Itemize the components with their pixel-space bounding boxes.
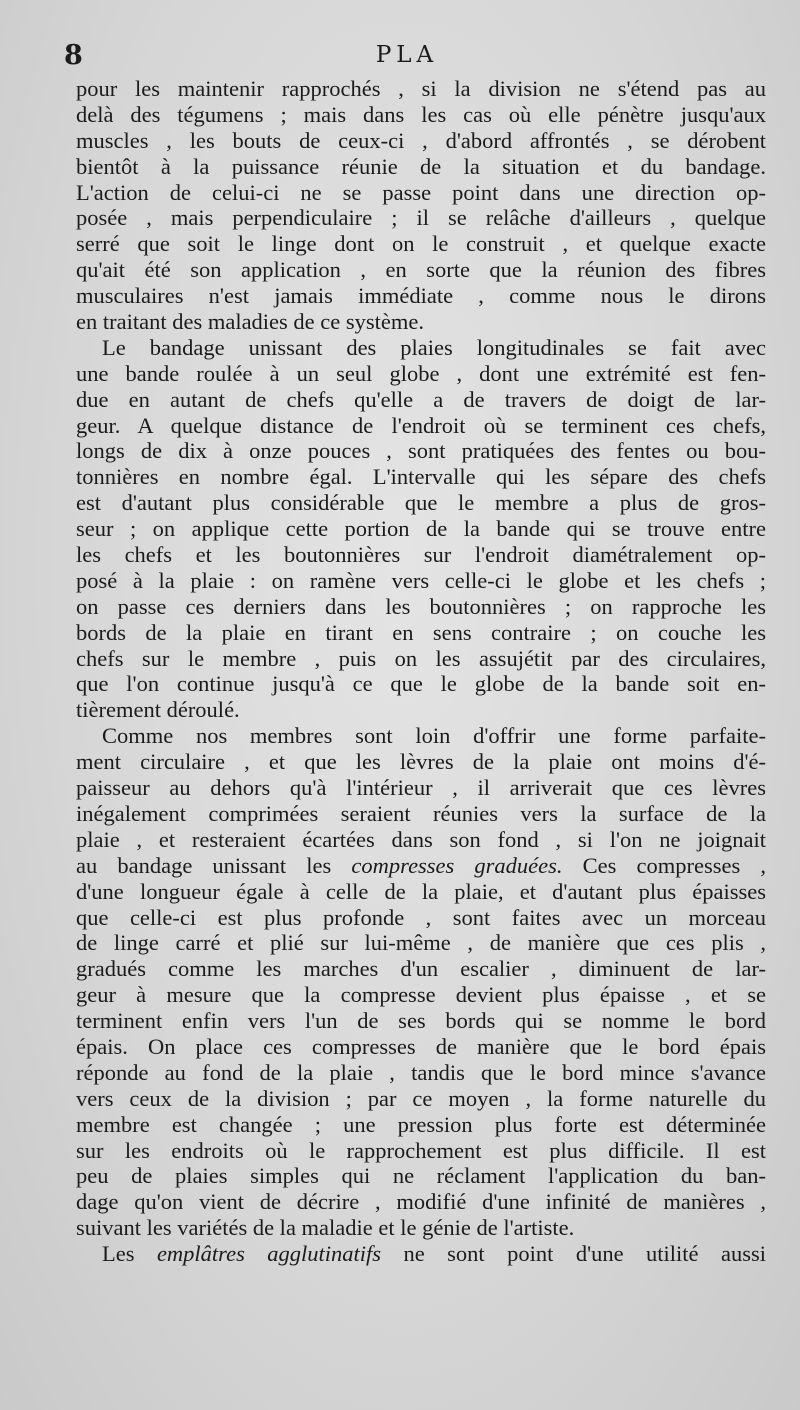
text-run: au bandage unissant les — [76, 852, 352, 878]
paragraph — [76, 723, 766, 1241]
text-line — [76, 1086, 766, 1112]
text-run: posée , mais perpendiculaire ; il se relâche d'ailleurs , quelque — [76, 205, 766, 231]
paragraph — [76, 76, 766, 335]
paragraph — [76, 1241, 766, 1267]
text-run: qu'ait été son application , en sorte que la réunion des fibres — [76, 257, 766, 283]
text-run: bientôt à la puissance réunie de la situation et du bandage. — [76, 153, 766, 179]
text-run: suivant les variétés de la maladie et le génie de l'artiste. — [76, 1215, 575, 1241]
text-run: Ces compresses , — [562, 852, 766, 878]
text-run: de linge carré et plié sur lui-même , de manière que ces plis , — [76, 930, 766, 956]
text-run: chefs sur le membre , puis on les assujétit par des circulaires, — [76, 645, 766, 671]
text-line — [76, 1008, 766, 1034]
text-line — [76, 827, 766, 853]
text-line — [76, 154, 766, 180]
text-line — [76, 413, 766, 439]
text-line — [76, 76, 766, 102]
text-run: d'une longueur égale à celle de la plaie, et d'autant plus épaisses — [76, 878, 766, 904]
text-run: serré que soit le linge dont on le construit , et quelque exacte — [76, 231, 766, 257]
text-line — [76, 1189, 766, 1215]
text-run: épais. On place ces compresses de manière que le bord épais — [76, 1033, 766, 1059]
text-run: en traitant des maladies de ce système. — [76, 309, 424, 335]
text-run: une bande roulée à un seul globe , dont une extrémité est fen- — [76, 360, 766, 386]
text-run: geur. A quelque distance de l'endroit où se terminent ces chefs, — [76, 412, 766, 438]
text-run: gradués comme les marches d'un escalier , diminuent de lar- — [76, 956, 766, 982]
text-line — [76, 387, 766, 413]
text-line — [76, 568, 766, 594]
text-run: réponde au fond de la plaie , tandis que le bord mince s'avance — [76, 1059, 766, 1085]
text-line — [76, 1060, 766, 1086]
text-line — [76, 1138, 766, 1164]
text-line — [76, 594, 766, 620]
text-run: membre est changée ; une pression plus forte est déterminée — [76, 1111, 766, 1137]
text-run: longs de dix à onze pouces , sont pratiquées des fentes ou bou- — [76, 438, 766, 464]
text-run: Le bandage unissant des plaies longitudinales se fait avec — [102, 334, 766, 360]
text-line — [76, 879, 766, 905]
text-line — [76, 853, 766, 879]
text-run: dage qu'on vient de décrire , modifié d'une infinité de manières , — [76, 1189, 766, 1215]
text-run: vers ceux de la division ; par ce moyen , la forme naturelle du — [76, 1085, 766, 1111]
text-line — [76, 671, 766, 697]
text-run: tonnières en nombre égal. L'intervalle qui les sépare des chefs — [76, 464, 766, 490]
text-run: pour les maintenir rapprochés , si la division ne s'étend pas au — [76, 76, 766, 101]
text-run: paisseur au dehors qu'à l'intérieur , il arriverait que ces lèvres — [76, 775, 766, 801]
text-run: Comme nos membres sont loin d'offrir une forme parfaite- — [102, 723, 766, 749]
text-run: ment circulaire , et que les lèvres de la plaie ont moins d'é- — [76, 749, 766, 775]
text-run: delà des tégumens ; mais dans les cas où elle pénètre jusqu'aux — [76, 101, 766, 127]
text-line — [76, 1241, 766, 1267]
text-run: musculaires n'est jamais immédiate , comme nous le dirons — [76, 283, 766, 309]
page-number: 8 — [64, 40, 84, 71]
text-line — [76, 956, 766, 982]
text-line — [76, 930, 766, 956]
text-line — [76, 542, 766, 568]
text-line — [76, 257, 766, 283]
text-line — [76, 438, 766, 464]
text-run: tièrement déroulé. — [76, 697, 240, 723]
text-run: on passe ces derniers dans les boutonnières ; on rapproche les — [76, 593, 766, 619]
italic-term: emplâtres agglutinatifs — [156, 1241, 382, 1267]
text-run: les chefs et les boutonnières sur l'endroit diamétralement op- — [76, 542, 766, 568]
text-run: geur à mesure que la compresse devient plus épaisse , et se — [76, 982, 766, 1008]
text-line — [76, 102, 766, 128]
text-run: est d'autant plus considérable que le membre a plus de gros- — [76, 490, 766, 516]
text-line — [76, 749, 766, 775]
text-run: due en autant de chefs qu'elle a de travers de doigt de lar- — [76, 386, 766, 412]
text-line — [76, 283, 766, 309]
paragraph — [76, 335, 766, 723]
text-run: bords de la plaie en tirant en sens contraire ; on couche les — [76, 619, 766, 645]
text-run: L'action de celui-ci ne se passe point dans une direction op- — [76, 179, 766, 205]
text-run: seur ; on applique cette portion de la bande qui se trouve entre — [76, 516, 766, 542]
text-line — [76, 1112, 766, 1138]
text-line — [76, 620, 766, 646]
text-line — [76, 490, 766, 516]
text-run: posé à la plaie : on ramène vers celle-ci le globe et les chefs ; — [76, 567, 766, 593]
text-run: inégalement comprimées seraient réunies vers la surface de la — [76, 800, 766, 826]
text-run: que l'on continue jusqu'à ce que le globe de la bande soit en- — [76, 671, 766, 697]
text-run: plaie , et resteraient écartées dans son fond , si l'on ne joignait — [76, 826, 766, 852]
text-line — [76, 335, 766, 361]
text-run: Les — [102, 1241, 157, 1267]
text-line — [76, 1034, 766, 1060]
body-text — [76, 76, 766, 1267]
text-line — [76, 231, 766, 257]
text-line — [76, 697, 766, 723]
text-run: que celle-ci est plus profonde , sont faites avec un morceau — [76, 904, 766, 930]
text-line — [76, 801, 766, 827]
italic-term: compresses graduées. — [351, 852, 563, 878]
text-line — [76, 1163, 766, 1189]
text-line — [76, 775, 766, 801]
text-run: muscles , les bouts de ceux-ci , d'abord affrontés , se dérobent — [76, 127, 766, 153]
text-run: sur les endroits où le rapprochement est plus difficile. Il est — [76, 1137, 766, 1163]
text-line — [76, 205, 766, 231]
text-run: terminent enfin vers l'un de ses bords qui se nomme le bord — [76, 1008, 766, 1034]
text-line — [76, 1215, 766, 1241]
text-line — [76, 309, 766, 335]
text-line — [76, 905, 766, 931]
text-line — [76, 982, 766, 1008]
text-run: peu de plaies simples qui ne réclament l'application du ban- — [76, 1163, 766, 1189]
running-head: PLA — [375, 42, 439, 68]
text-line — [76, 128, 766, 154]
page-header — [62, 40, 752, 76]
text-line — [76, 723, 766, 749]
text-line — [76, 516, 766, 542]
text-line — [76, 464, 766, 490]
text-run: ne sont point d'une utilité aussi — [381, 1241, 766, 1267]
text-line — [76, 180, 766, 206]
text-line — [76, 646, 766, 672]
text-line — [76, 361, 766, 387]
